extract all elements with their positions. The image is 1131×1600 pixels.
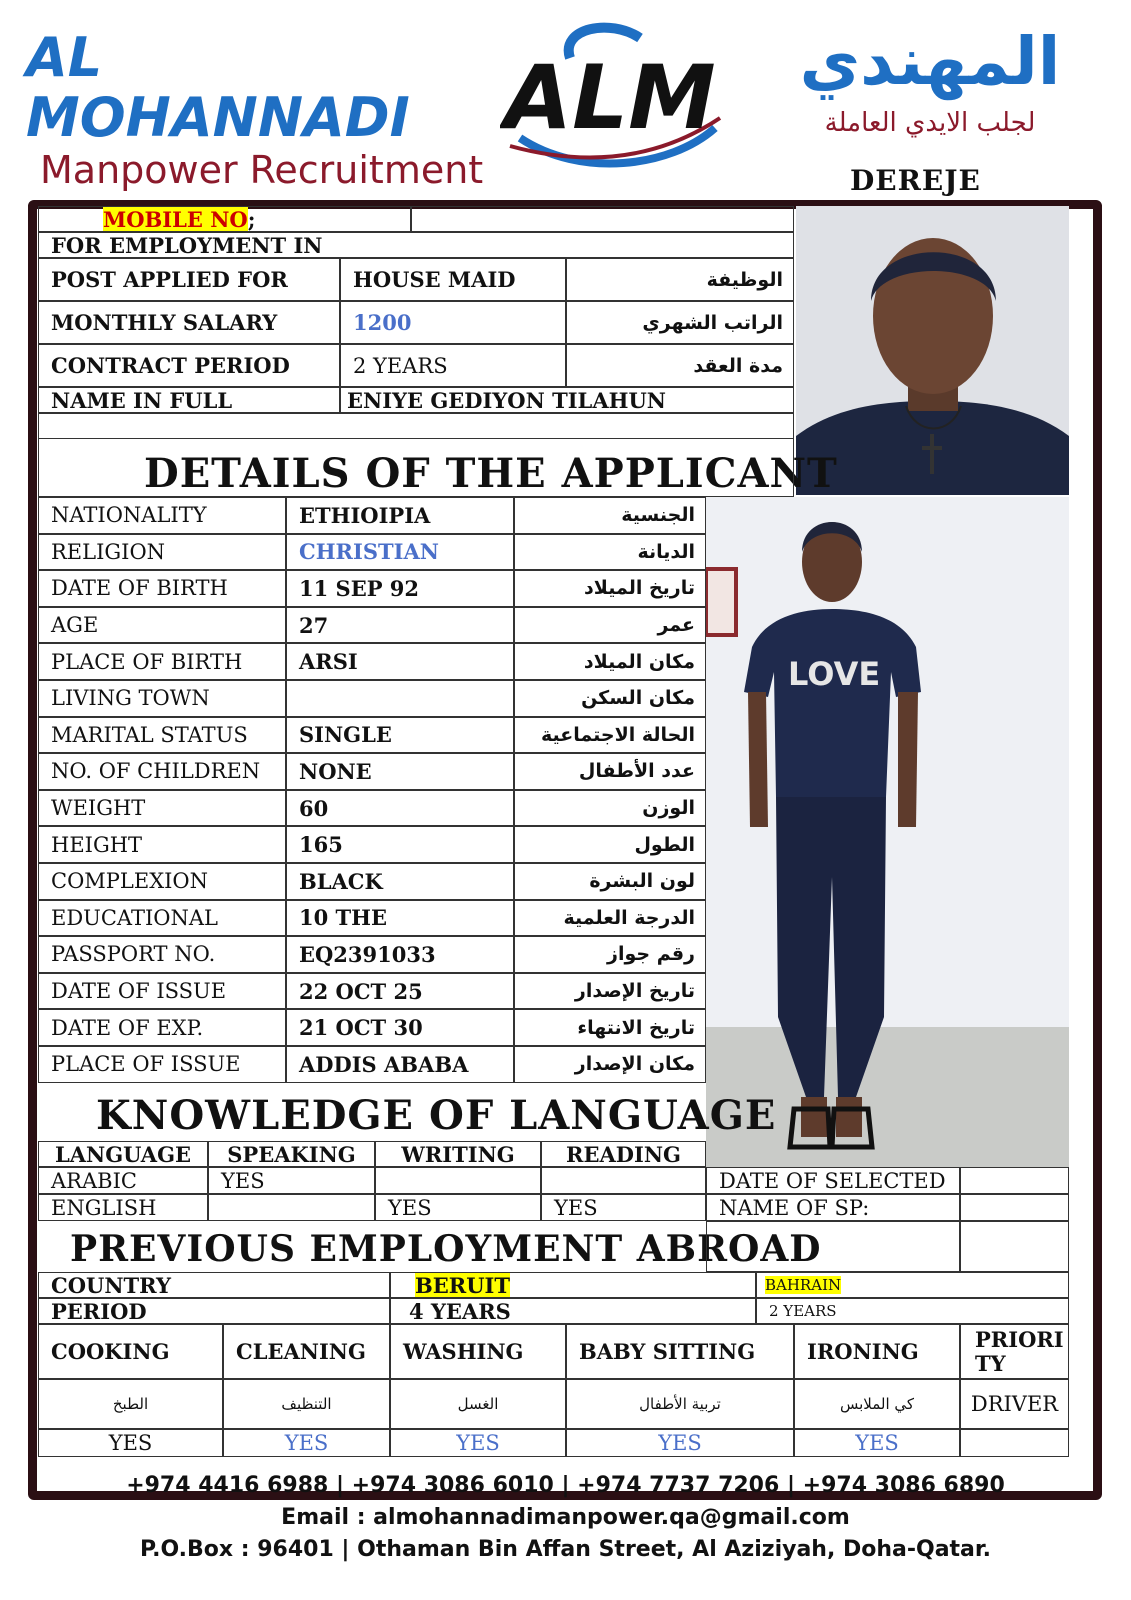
skill-value: YES [38,1429,223,1457]
date-selected-label: DATE OF SELECTED [706,1167,960,1194]
full-body-photo [706,497,1069,1167]
detail-ar: الدرجة العلمية [514,900,706,937]
lang-row-arabic-language: ARABIC [38,1167,208,1194]
detail-value: SINGLE [286,717,514,754]
detail-label: AGE [38,607,286,644]
footer-phones: +974 4416 6988 | +974 3086 6010 | +974 7737 7206 | +974 3086 6890 [126,1473,1005,1498]
detail-value: ETHIOIPIA [286,497,514,534]
agent-name: DEREJE [850,164,981,197]
lang-row-english-reading: YES [541,1194,706,1221]
post-ar: الوظيفة [566,258,794,301]
detail-label: COMPLEXION [38,863,286,900]
mobile-label: MOBILE NO [103,206,248,232]
salary-ar: الراتب الشهري [566,301,794,344]
detail-ar: الطول [514,826,706,863]
country-2 [756,1272,1069,1298]
lang-row-arabic-reading [541,1167,706,1194]
mobile-value [411,206,794,232]
detail-ar: عدد الأطفال [514,753,706,790]
logo-text: ALM [504,46,716,149]
skill-value: YES [390,1429,566,1457]
country-label: COUNTRY [38,1272,390,1298]
contract-value: 2 YEARS [340,344,566,387]
country-1-text: BERUIT [415,1272,510,1298]
detail-label: DATE OF ISSUE [38,973,286,1010]
detail-value: 60 [286,790,514,827]
detail-value: ADDIS ABABA [286,1046,514,1083]
detail-label: PLACE OF BIRTH [38,643,286,680]
details-heading: DETAILS OF THE APPLICANT [144,450,838,497]
brand-arabic [740,18,1120,140]
detail-value: 22 OCT 25 [286,973,514,1010]
detail-label: NO. OF CHILDREN [38,753,286,790]
mobile-row [38,206,411,232]
brand-english [26,28,496,192]
detail-label: LIVING TOWN [38,680,286,717]
lang-row-arabic-writing [375,1167,541,1194]
skill-ar: التنظيف [223,1379,390,1429]
lang-header-reading: READING [541,1141,706,1167]
post-label: POST APPLIED FOR [38,258,340,301]
lang-row-english-language: ENGLISH [38,1194,208,1221]
detail-value: 27 [286,607,514,644]
skill-ar: الطبخ [38,1379,223,1429]
skill-header: CLEANING [223,1324,390,1379]
period-label: PERIOD [38,1298,390,1324]
detail-value: 11 SEP 92 [286,570,514,607]
skill-header: IRONING [794,1324,960,1379]
post-value: HOUSE MAID [340,258,566,301]
date-selected-value [960,1167,1069,1194]
contract-label: CONTRACT PERIOD [38,344,340,387]
detail-ar: عمر [514,607,706,644]
for-employment-label: FOR EMPLOYMENT IN [38,232,794,258]
skill-value: YES [794,1429,960,1457]
lang-header-speaking: SPEAKING [208,1141,375,1167]
detail-ar: الديانة [514,534,706,571]
lang-row-english-writing: YES [375,1194,541,1221]
skill-header: BABY SITTING [566,1324,794,1379]
skill-header: WASHING [390,1324,566,1379]
lang-header-language: LANGUAGE [38,1141,208,1167]
detail-label: DATE OF EXP. [38,1009,286,1046]
detail-label: PASSPORT NO. [38,936,286,973]
skill-header: COOKING [38,1324,223,1379]
skill-ar: تربية الأطفال [566,1379,794,1429]
name-value: ENIYE GEDIYON TILAHUN [340,387,794,413]
previous-side-box-2 [960,1221,1069,1272]
detail-label: NATIONALITY [38,497,286,534]
skill-value: YES [223,1429,390,1457]
priority-value: DRIVER [960,1379,1069,1429]
detail-value [286,680,514,717]
previous-side-box [706,1221,960,1272]
contract-ar: مدة العقد [566,344,794,387]
detail-ar: تاريخ الإصدار [514,973,706,1010]
detail-ar: مكان السكن [514,680,706,717]
detail-value: NONE [286,753,514,790]
detail-value: 165 [286,826,514,863]
detail-value: BLACK [286,863,514,900]
detail-value: 10 THE [286,900,514,937]
shirt-text: LOVE [788,655,881,693]
detail-label: RELIGION [38,534,286,571]
detail-ar: تاريخ الانتهاء [514,1009,706,1046]
brand-title: AL MOHANNADI [26,26,410,149]
detail-ar: رقم جواز [514,936,706,973]
name-label: NAME IN FULL [38,387,340,413]
language-heading: KNOWLEDGE OF LANGUAGE [96,1092,777,1139]
detail-label: PLACE OF ISSUE [38,1046,286,1083]
previous-heading: PREVIOUS EMPLOYMENT ABROAD [70,1228,822,1270]
detail-label: HEIGHT [38,826,286,863]
detail-ar: مكان الميلاد [514,643,706,680]
salary-label: MONTHLY SALARY [38,301,340,344]
footer-address: P.O.Box : 96401 | Othaman Bin Affan Street, Al Aziziyah, Doha-Qatar. [140,1537,991,1562]
sponsor-label: NAME OF SP: [706,1194,960,1221]
detail-ar: مكان الإصدار [514,1046,706,1083]
details-heading-box [38,439,794,497]
skill-value [960,1429,1069,1457]
detail-label: MARITAL STATUS [38,717,286,754]
detail-value: 21 OCT 30 [286,1009,514,1046]
detail-label: EDUCATIONAL [38,900,286,937]
period-1: 4 YEARS [390,1298,756,1324]
footer-email: Email : almohannadimanpower.qa@gmail.com [281,1505,850,1530]
brand-arabic-title: المهندي [799,23,1061,100]
brand-arabic-subtitle: لجلب الايدي العاملة [824,108,1036,138]
skill-ar: الغسل [390,1379,566,1429]
detail-ar: لون البشرة [514,863,706,900]
country-2-text: BAHRAIN [765,1276,842,1294]
sponsor-value [960,1194,1069,1221]
salary-value: 1200 [340,301,566,344]
alm-logo [500,18,730,168]
lang-row-arabic-speaking: YES [208,1167,375,1194]
detail-label: DATE OF BIRTH [38,570,286,607]
blank-row [38,413,794,439]
detail-ar: الوزن [514,790,706,827]
skill-value: YES [566,1429,794,1457]
detail-label: WEIGHT [38,790,286,827]
lang-row-english-speaking [208,1194,375,1221]
detail-ar: الجنسية [514,497,706,534]
lang-header-writing: WRITING [375,1141,541,1167]
period-2: 2 YEARS [756,1298,1069,1324]
country-1 [390,1272,756,1298]
skill-ar: كي الملابس [794,1379,960,1429]
detail-ar: الحالة الاجتماعية [514,717,706,754]
skill-header: PRIORI TY [960,1324,1069,1379]
detail-ar: تاريخ الميلاد [514,570,706,607]
mobile-suffix: ; [247,206,256,232]
brand-subtitle: Manpower Recruitment [40,148,484,192]
detail-value: CHRISTIAN [286,534,514,571]
detail-value: EQ2391033 [286,936,514,973]
detail-value: ARSI [286,643,514,680]
